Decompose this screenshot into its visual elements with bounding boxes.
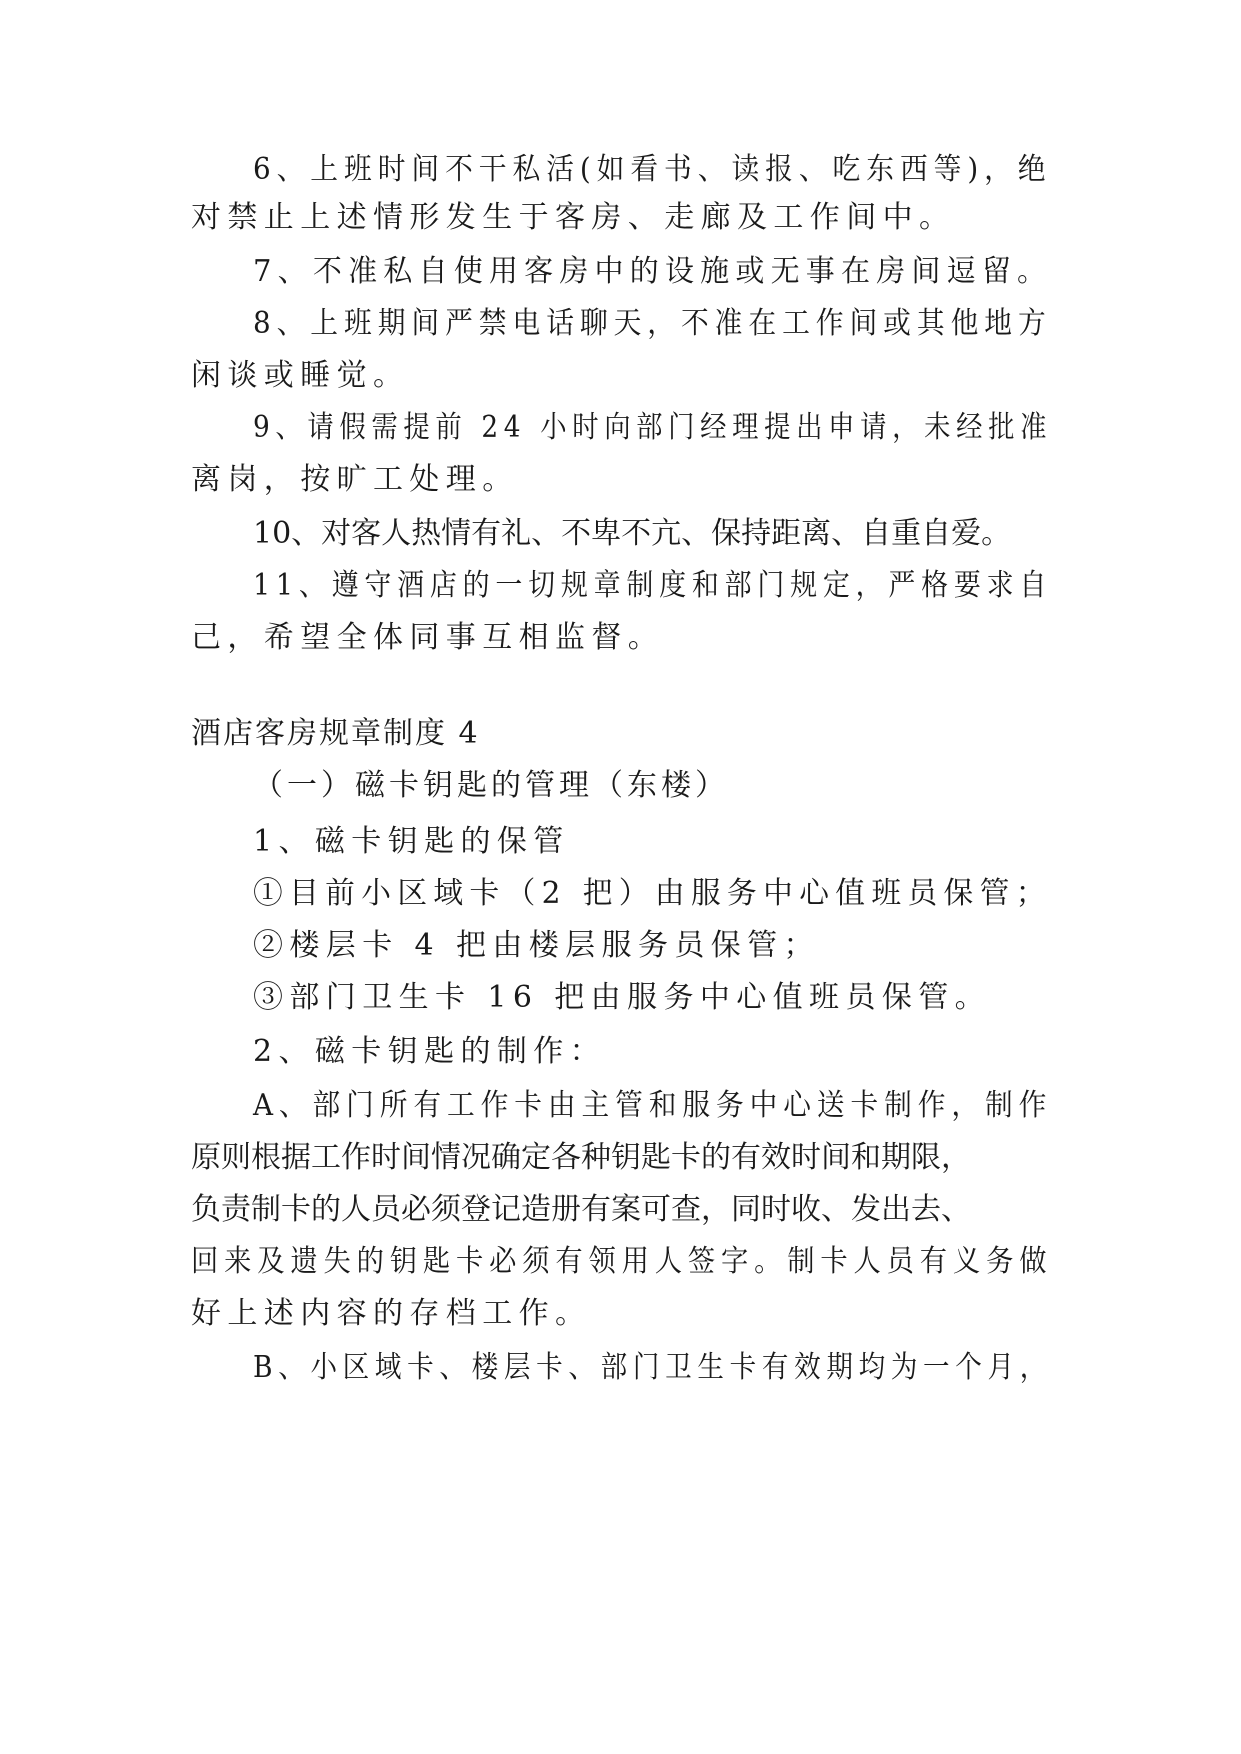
rule-6-line-1: 6、上班时间不干私活(如看书、读报、吃东西等)，绝 xyxy=(253,152,1052,187)
rule-11-line-2: 己，希望全体同事互相监督。 xyxy=(191,620,665,655)
rule-9-line-2: 离岗，按旷工处理。 xyxy=(191,462,519,497)
item-2b-line-1: B、小区域卡、楼层卡、部门卫生卡有效期均为一个月， xyxy=(253,1350,1053,1385)
item-1-point-2: ②楼层卡 4 把由楼层服务员保管； xyxy=(253,928,820,963)
item-1-heading: 1、磁卡钥匙的保管 xyxy=(253,824,570,859)
rule-6-line-2: 对禁止上述情形发生于客房、走廊及工作间中。 xyxy=(191,200,956,235)
item-2a-line-1: A、部门所有工作卡由主管和服务中心送卡制作，制作 xyxy=(253,1088,1053,1123)
item-2a-line-4: 回来及遗失的钥匙卡必须有领用人签字。制卡人员有义务做 xyxy=(191,1244,1053,1279)
rule-9-line-1: 9、请假需提前 24 小时向部门经理提出申请，未经批准 xyxy=(253,410,1053,445)
rule-11-line-1: 11、遵守酒店的一切规章制度和部门规定，严格要求自 xyxy=(253,568,1053,603)
item-1-point-3: ③部门卫生卡 16 把由服务中心值班员保管。 xyxy=(253,980,992,1015)
item-2a-line-5: 好上述内容的存档工作。 xyxy=(191,1296,592,1331)
rule-8-line-2: 闲谈或睡觉。 xyxy=(191,358,410,393)
rule-7: 7、不准私自使用客房中的设施或无事在房间逗留。 xyxy=(253,254,1053,289)
subsection-heading: （一）磁卡钥匙的管理（东楼） xyxy=(253,768,729,803)
rule-8-line-1: 8、上班期间严禁电话聊天，不准在工作间或其他地方 xyxy=(253,306,1052,341)
item-2a-line-3: 负责制卡的人员必须登记造册有案可查，同时收、发出去、 xyxy=(191,1192,971,1227)
section-title: 酒店客房规章制度 4 xyxy=(191,716,480,751)
item-1-point-1: ①目前小区域卡（2 把）由服务中心值班员保管； xyxy=(253,876,1052,911)
item-2a-line-2: 原则根据工作时间情况确定各种钥匙卡的有效时间和期限， xyxy=(191,1140,971,1175)
item-2-heading: 2、磁卡钥匙的制作： xyxy=(253,1034,607,1069)
rule-10: 10、对客人热情有礼、不卑不亢、保持距离、自重自爱。 xyxy=(253,516,1012,551)
